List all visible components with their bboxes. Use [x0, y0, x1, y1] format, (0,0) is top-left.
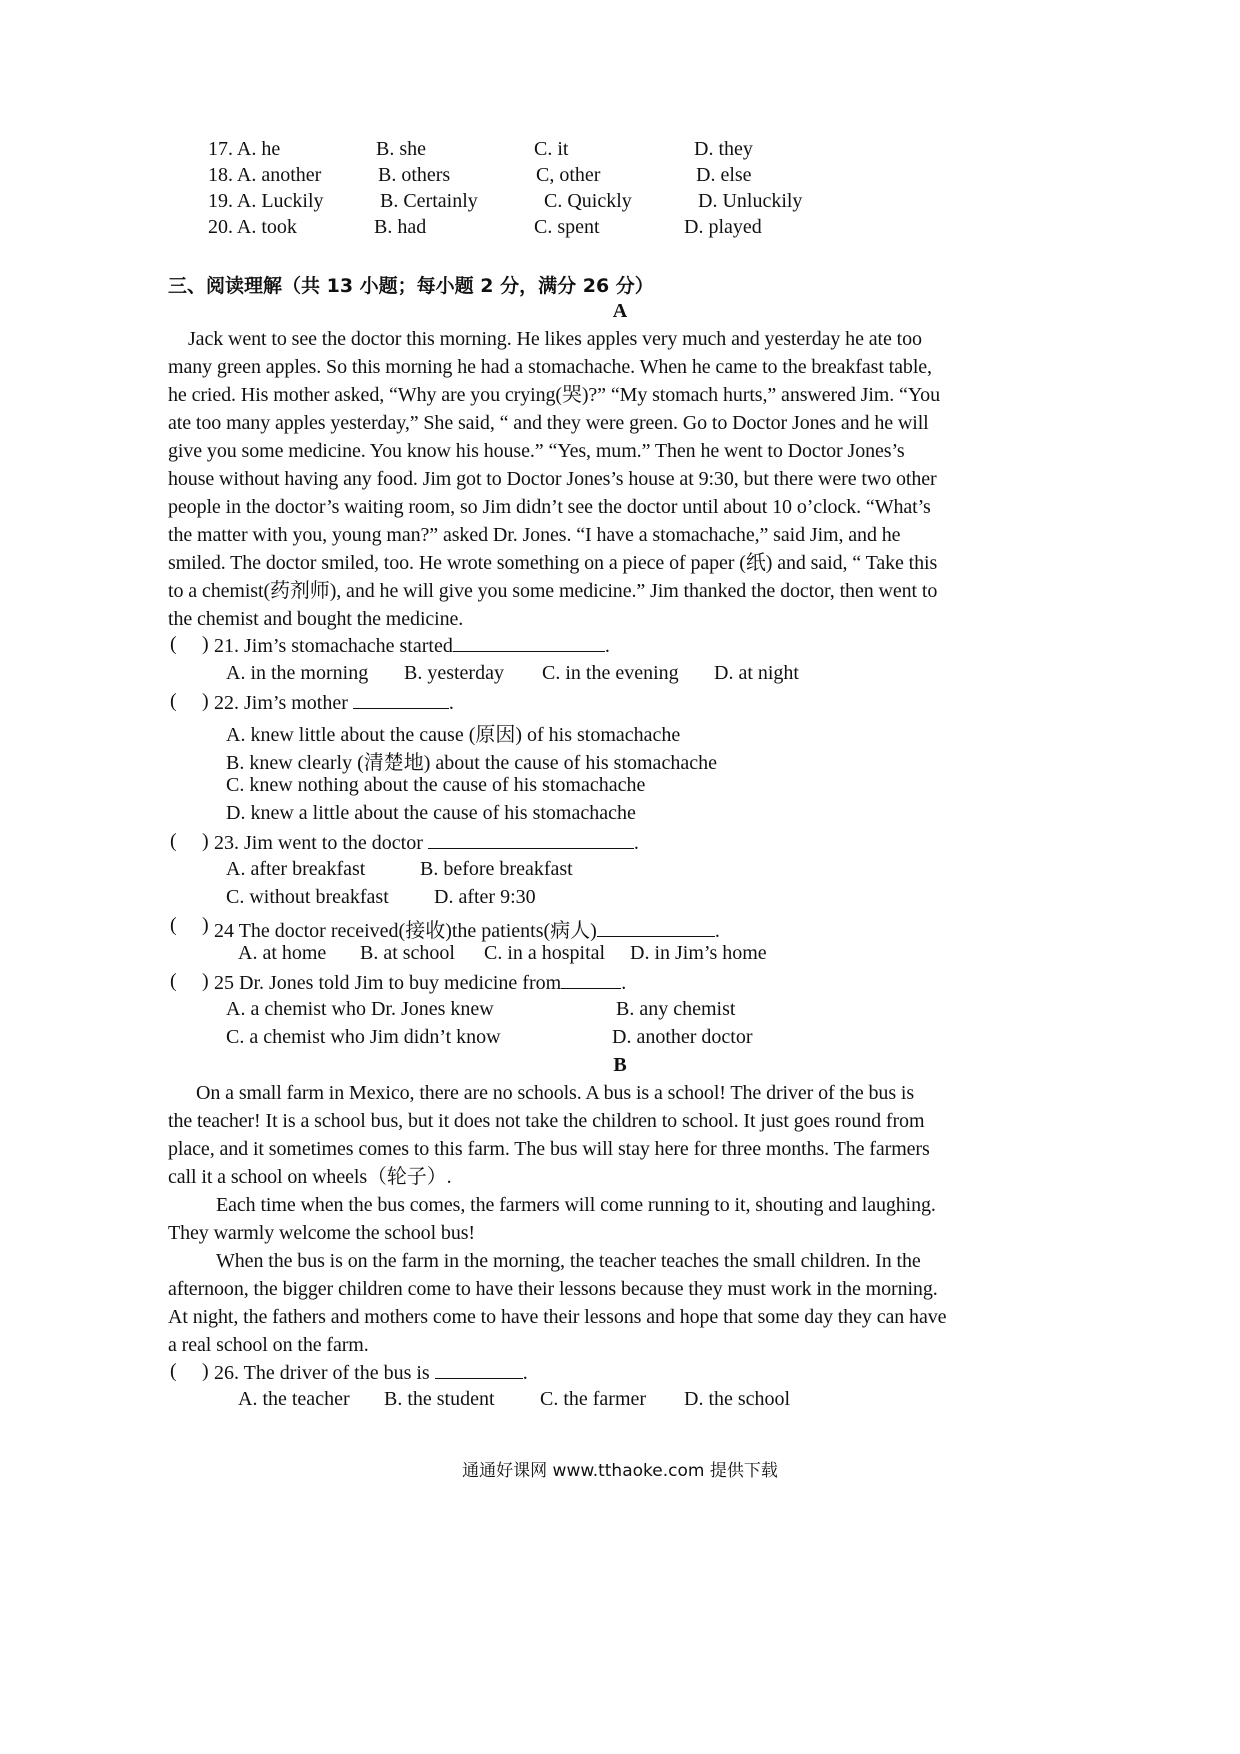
question-end: . [621, 972, 627, 994]
option-19c: C. Quickly [544, 190, 632, 212]
question-stem [214, 914, 720, 943]
passage-b-line: Each time when the bus comes, the farmers will come running to it, shouting and laughing. [216, 1194, 936, 1216]
passage-b-line: On a small farm in Mexico, there are no schools. A bus is a school! The driver of the bus is [196, 1082, 915, 1104]
option-22a: A. knew little about the cause (原因) of his stomachache [226, 724, 681, 746]
passage-b-line: When the bus is on the farm in the morning, the teacher teaches the small children. In the [216, 1250, 921, 1272]
option-19d: D. Unluckily [698, 190, 803, 212]
question-end: . [522, 1362, 528, 1384]
answer-paren-open: ( [170, 914, 177, 936]
option-17b: B. she [376, 138, 426, 160]
option-18b: B. others [378, 164, 451, 186]
answer-blank[interactable] [561, 970, 621, 989]
answer-blank[interactable] [353, 690, 449, 709]
answer-blank[interactable] [597, 918, 715, 937]
passage-b-line: a real school on the farm. [168, 1334, 369, 1356]
question-text: 26. The driver of the bus is [214, 1362, 430, 1384]
question-text: 24 The doctor received(接收)the patients(病人) [214, 920, 597, 942]
option-20d: D. played [684, 216, 762, 238]
passage-b-line: call it a school on wheels（轮子）. [168, 1166, 452, 1188]
option-22d: D. knew a little about the cause of his stomachache [226, 802, 636, 824]
option-26d: D. the school [684, 1388, 791, 1410]
passage-a-line: give you some medicine. You know his house.” “Yes, mum.” Then he went to Doctor Jones’s [168, 440, 905, 462]
answer-blank[interactable] [435, 1360, 523, 1379]
answer-paren-close: ) [202, 1360, 209, 1382]
question-text: 23. Jim went to the doctor [214, 832, 423, 854]
option-23d: D. after 9:30 [434, 886, 536, 908]
passage-a-line: people in the doctor’s waiting room, so Jim didn’t see the doctor until about 10 o’clock. “What’s [168, 496, 931, 518]
answer-paren-close: ) [202, 830, 209, 852]
page-footer: 通通好课网 www.tthaoke.com 提供下载 [462, 1461, 778, 1481]
option-20b: B. had [374, 216, 427, 238]
option-22c: C. knew nothing about the cause of his stomachache [226, 774, 646, 796]
answer-paren-open: ( [170, 970, 177, 992]
option-20c: C. spent [534, 216, 600, 238]
answer-blank[interactable] [453, 633, 605, 652]
option-22b: B. knew clearly (清楚地) about the cause of his stomachache [226, 752, 717, 774]
question-stem [214, 690, 454, 715]
answer-paren-close: ) [202, 970, 209, 992]
question-text: 22. Jim’s mother [214, 692, 348, 714]
passage-a-line: smiled. The doctor smiled, too. He wrote something on a piece of paper (纸) and said, “ Take this [168, 552, 938, 574]
option-21a: A. in the morning [226, 662, 369, 684]
question-stem [214, 830, 639, 855]
passage-b-line: the teacher! It is a school bus, but it does not take the children to school. It just goes round from [168, 1110, 925, 1132]
answer-paren-open: ( [170, 1360, 177, 1382]
option-24d: D. in Jim’s home [630, 942, 767, 964]
option-21b: B. yesterday [404, 662, 504, 684]
passage-a-line: he cried. His mother asked, “Why are you crying(哭)?” “My stomach hurts,” answered Jim. “You [168, 384, 940, 406]
passage-a-line: Jack went to see the doctor this morning. He likes apples very much and yesterday he ate too [188, 328, 922, 350]
passage-b-line: At night, the fathers and mothers come to have their lessons and hope that some day they can have [168, 1306, 947, 1328]
passage-a-line: to a chemist(药剂师), and he will give you some medicine.” Jim thanked the doctor, then went to [168, 580, 938, 602]
option-24c: C. in a hospital [484, 942, 606, 964]
answer-paren-open: ( [170, 830, 177, 852]
question-end: . [714, 920, 720, 942]
option-23b: B. before breakfast [420, 858, 573, 880]
option-23a: A. after breakfast [226, 858, 366, 880]
passage-b-label: B [613, 1054, 627, 1076]
option-25d: D. another doctor [612, 1026, 753, 1048]
question-end: . [604, 635, 610, 657]
question-text: 25 Dr. Jones told Jim to buy medicine from [214, 972, 562, 994]
option-18c: C, other [536, 164, 601, 186]
option-23c: C. without breakfast [226, 886, 389, 908]
option-25a: A. a chemist who Dr. Jones knew [226, 998, 494, 1020]
option-21c: C. in the evening [542, 662, 679, 684]
answer-paren-close: ) [202, 690, 209, 712]
option-20a: 20. A. took [208, 216, 297, 238]
passage-a-line: many green apples. So this morning he had a stomachache. When he came to the breakfast table, [168, 356, 932, 378]
option-26b: B. the student [384, 1388, 495, 1410]
question-stem [214, 1360, 528, 1385]
passage-a-line: the chemist and bought the medicine. [168, 608, 464, 630]
passage-a-line: the matter with you, young man?” asked Dr. Jones. “I have a stomachache,” said Jim, and he [168, 524, 901, 546]
passage-a-line: ate too many apples yesterday,” She said, “ and they were green. Go to Doctor Jones and he will [168, 412, 929, 434]
question-end: . [633, 832, 639, 854]
question-stem [214, 633, 610, 658]
option-25b: B. any chemist [616, 998, 736, 1020]
option-21d: D. at night [714, 662, 799, 684]
answer-paren-close: ) [202, 633, 209, 655]
option-17d: D. they [694, 138, 753, 160]
answer-paren-open: ( [170, 633, 177, 655]
option-17a: 17. A. he [208, 138, 281, 160]
option-26c: C. the farmer [540, 1388, 647, 1410]
passage-b-line: They warmly welcome the school bus! [168, 1222, 475, 1244]
option-19a: 19. A. Luckily [208, 190, 324, 212]
option-26a: A. the teacher [238, 1388, 350, 1410]
option-24b: B. at school [360, 942, 455, 964]
option-18a: 18. A. another [208, 164, 322, 186]
passage-a-line: house without having any food. Jim got to Doctor Jones’s house at 9:30, but there were two other [168, 468, 937, 490]
passage-a-label: A [612, 300, 628, 322]
option-17c: C. it [534, 138, 569, 160]
section-heading: 三、阅读理解（共 13 小题；每小题 2 分，满分 26 分） [168, 275, 654, 297]
passage-b-line: afternoon, the bigger children come to have their lessons because they must work in the morning. [168, 1278, 938, 1300]
question-end: . [448, 692, 454, 714]
answer-paren-close: ) [202, 914, 209, 936]
question-stem [214, 970, 626, 995]
passage-b-line: place, and it sometimes comes to this farm. The bus will stay here for three months. The farmers [168, 1138, 930, 1160]
answer-paren-open: ( [170, 690, 177, 712]
question-text: 21. Jim’s stomachache started [214, 635, 453, 657]
answer-blank[interactable] [428, 830, 634, 849]
option-25c: C. a chemist who Jim didn’t know [226, 1026, 501, 1048]
option-19b: B. Certainly [380, 190, 478, 212]
option-24a: A. at home [238, 942, 327, 964]
option-18d: D. else [696, 164, 752, 186]
